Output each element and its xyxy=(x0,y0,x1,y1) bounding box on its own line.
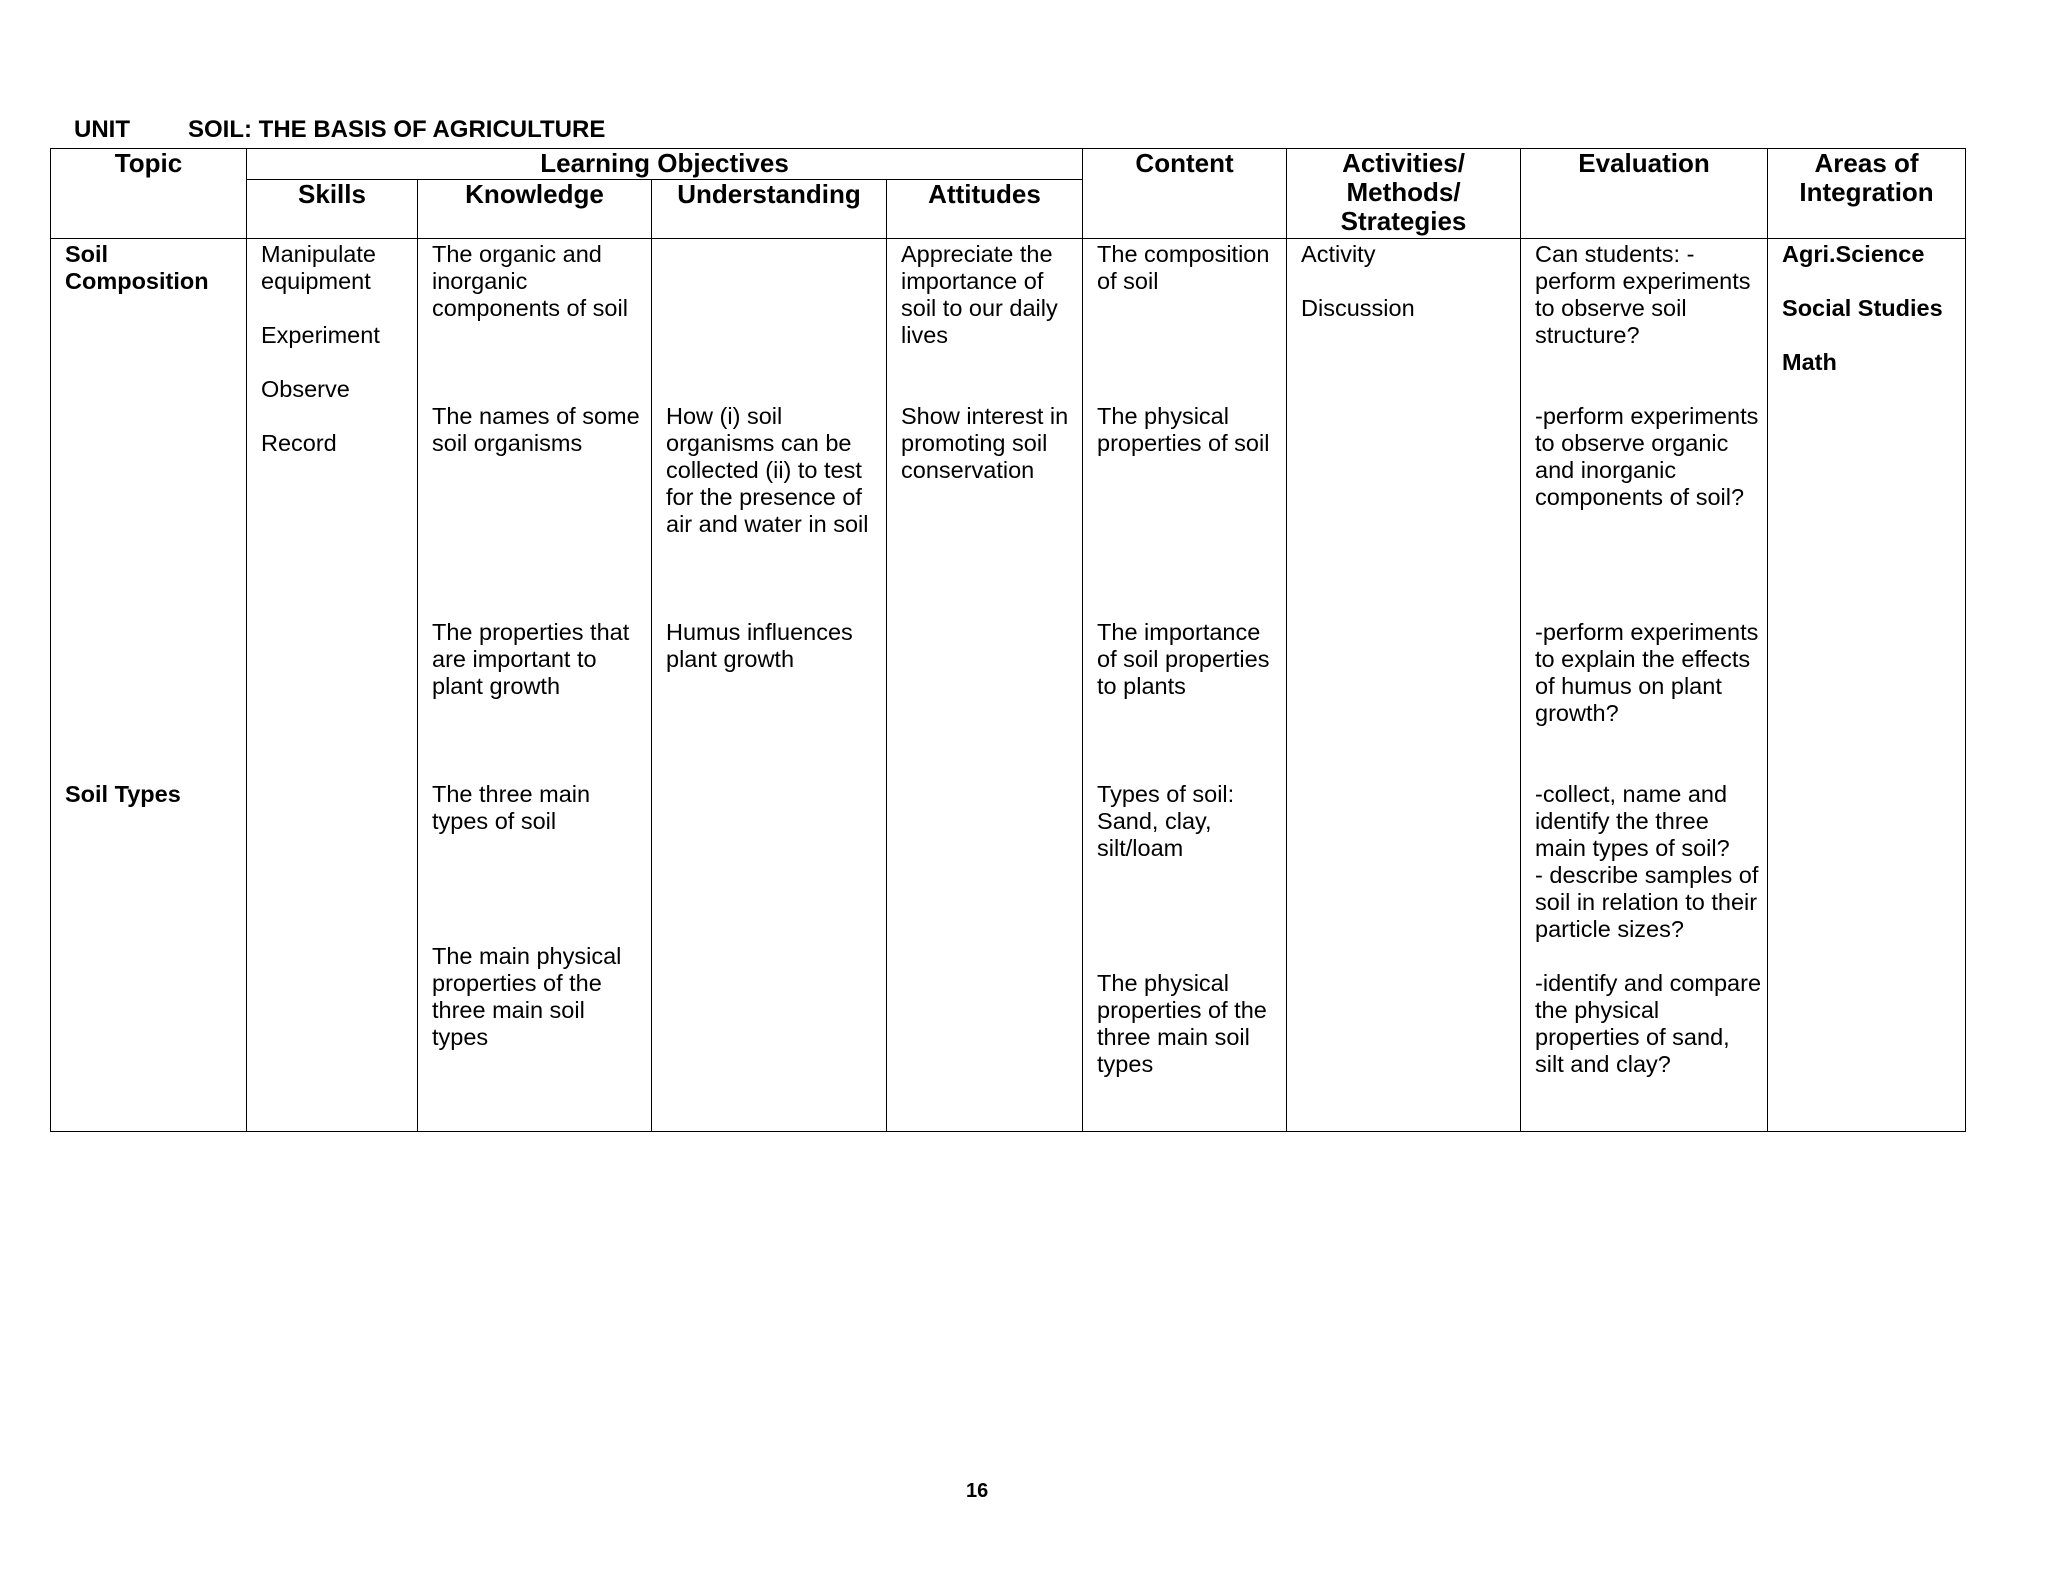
header-evaluation: Evaluation xyxy=(1521,149,1768,239)
knowledge-item: The organic and inorganic components of soil xyxy=(432,241,628,321)
area-item: Social Studies xyxy=(1782,295,1943,321)
content-item: The importance of soil properties to plants xyxy=(1097,619,1270,699)
skill-item: Manipulate equipment xyxy=(261,241,376,294)
content-column xyxy=(1083,239,1287,1132)
understanding-item: How (i) soil organisms can be collected (ii) to test for the presence of air and water in soil xyxy=(666,403,869,537)
evaluation-item: -identify and compare the physical properties of sand, silt and clay? xyxy=(1535,970,1762,1077)
unit-title: SOIL: THE BASIS OF AGRICULTURE xyxy=(188,116,606,143)
understanding-item: Humus influences plant growth xyxy=(666,619,853,672)
evaluation-item: Can students: -perform experiments to observe soil structure? xyxy=(1535,241,1751,348)
knowledge-item: The properties that are important to plant growth xyxy=(432,619,630,699)
header-knowledge: Knowledge xyxy=(418,180,652,239)
attitude-item: Appreciate the importance of soil to our daily lives xyxy=(901,241,1058,348)
skill-item: Record xyxy=(261,430,337,456)
content-item: Types of soil: Sand, clay, silt/loam xyxy=(1097,781,1235,861)
header-attitudes: Attitudes xyxy=(887,180,1083,239)
activity-item: Activity xyxy=(1301,241,1376,267)
evaluation-item: -collect, name and identify the three main types of soil? xyxy=(1535,781,1730,861)
skills-column xyxy=(247,239,418,1132)
header-content: Content xyxy=(1083,149,1287,239)
evaluation-item: - describe samples of soil in relation to their particle sizes? xyxy=(1535,862,1759,942)
activities-column xyxy=(1287,239,1521,1132)
topic-item: Soil Composition xyxy=(65,241,209,294)
skill-item: Observe xyxy=(261,376,350,402)
activity-item: Discussion xyxy=(1301,295,1415,321)
header-understanding: Understanding xyxy=(652,180,887,239)
evaluation-item: -perform experiments to explain the effects of humus on plant growth? xyxy=(1535,619,1759,726)
area-item: Agri.Science xyxy=(1782,241,1925,267)
header-activities: Activities/ Methods/ Strategies xyxy=(1287,149,1521,239)
content-item: The physical properties of soil xyxy=(1097,403,1270,456)
knowledge-item: The three main types of soil xyxy=(432,781,591,834)
skill-item: Experiment xyxy=(261,322,380,348)
evaluation-item: -perform experiments to observe organic and inorganic components of soil? xyxy=(1535,403,1759,510)
areas-column xyxy=(1768,239,1966,1132)
knowledge-column xyxy=(418,239,652,1132)
topic-column xyxy=(51,239,247,1132)
attitude-item: Show interest in promoting soil conservation xyxy=(901,403,1069,483)
area-item: Math xyxy=(1782,349,1837,375)
page-number: 16 xyxy=(966,1480,989,1502)
knowledge-item: The names of some soil organisms xyxy=(432,403,640,456)
header-skills: Skills xyxy=(247,180,418,239)
header-topic: Topic xyxy=(51,149,247,239)
content-item: The composition of soil xyxy=(1097,241,1270,294)
curriculum-table xyxy=(50,148,1966,1132)
header-areas: Areas of Integration xyxy=(1768,149,1966,239)
unit-heading xyxy=(74,116,605,144)
unit-label: UNIT xyxy=(74,116,130,143)
content-item: The physical properties of the three main soil types xyxy=(1097,970,1267,1077)
topic-item: Soil Types xyxy=(65,781,181,807)
attitudes-column xyxy=(887,239,1083,1132)
header-learning-objectives: Learning Objectives xyxy=(247,149,1083,180)
knowledge-item: The main physical properties of the three main soil types xyxy=(432,943,622,1050)
understanding-column xyxy=(652,239,887,1132)
evaluation-column xyxy=(1521,239,1768,1132)
